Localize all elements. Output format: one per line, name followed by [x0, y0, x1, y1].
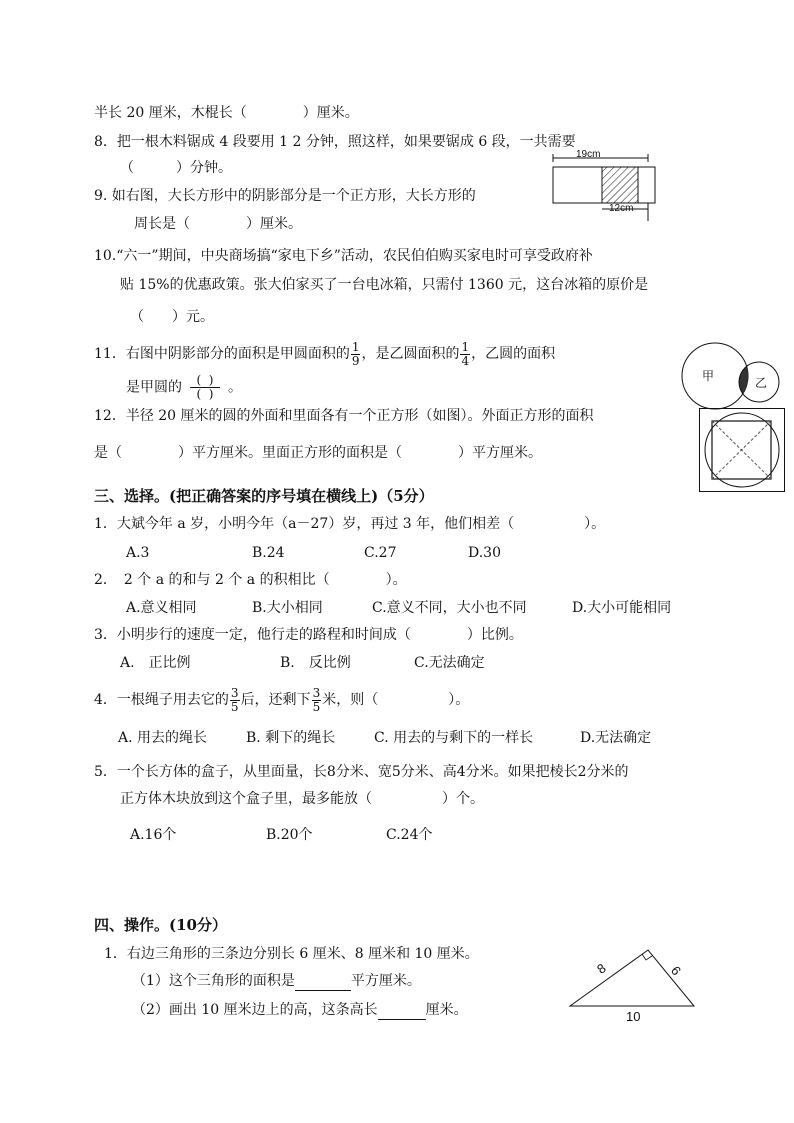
s3-q3-option-c: C.无法确定	[414, 655, 485, 671]
q11-fraction-1-9: $\frac{1}{9}$	[351, 339, 360, 368]
s3-q3-stem: 3．小明步行的速度一定，他行走的路程和时间成（ ）比例。	[94, 627, 523, 643]
s3-q4-option-d: D.无法确定	[580, 730, 652, 746]
q11-part2: ，是乙圆面积的	[361, 346, 460, 362]
s3-q4-option-a: A. 用去的绳长	[118, 730, 208, 746]
s4-triangle-label-6: 6	[667, 963, 685, 979]
q8-line2: （ ）分钟。	[120, 160, 232, 176]
s3-q3-option-b: B. 反比例	[280, 655, 351, 671]
q12-circle-squares-figure	[699, 408, 785, 494]
s3-q4-fraction-3-5-b: $\frac{3}{5}$	[312, 685, 321, 714]
s3-q5-option-a: A.16个	[130, 827, 177, 843]
section3-title: 三、选择。(把正确答案的序号填在横线上)（5分）	[94, 487, 434, 505]
q9-rectangle-figure	[548, 148, 668, 228]
s3-q2-option-d: D.大小可能相同	[572, 600, 672, 616]
q10-line2: 贴 15%的优惠政策。张大伯家买了一台电冰箱，只需付 1360 元，这台冰箱的原价是	[120, 277, 649, 293]
q11-part3: ，乙圆的面积	[471, 346, 556, 362]
q11-answer-fraction-blank: $\frac{( )}{( )}$	[190, 374, 220, 401]
s3-q1-option-d: D.30	[468, 545, 501, 561]
q10-line1: 10.“六一”期间，中央商场搞“家电下乡”活动，农民伯伯购买家电时可享受政府补	[94, 248, 593, 264]
s3-q1-option-b: B.24	[252, 545, 285, 561]
s3-q5-option-c: C.24个	[386, 827, 433, 843]
s4-q1-sub1: （1）这个三角形的面积是 平方厘米。	[132, 973, 421, 989]
s3-q3-option-a: A. 正比例	[120, 655, 191, 671]
q11-label-jia: 甲	[702, 369, 715, 383]
s3-q1-stem: 1．大斌今年 a 岁，小明今年（a－27）岁，再过 3 年，他们相差（ ）。	[94, 516, 606, 532]
q11-fraction-1-4: $\frac{1}{4}$	[461, 339, 470, 368]
q9-label-19cm: 19cm	[576, 149, 601, 160]
s3-q4-fraction-3-5-a: $\frac{3}{5}$	[230, 685, 239, 714]
s3-q4-option-c: C. 用去的与剩下的一样长	[374, 730, 534, 746]
s4-triangle-label-10: 10	[626, 1009, 641, 1024]
s3-q4-stem: 4．一根绳子用去它的 $\frac{3}{5}$ 后，还剩下 $\frac{3}{5}$ 米，则（ ）。	[94, 685, 470, 714]
s3-q5-option-b: B.20个	[266, 827, 313, 843]
s3-q2-stem: 2． 2 个 a 的和与 2 个 a 的积相比（ ）。	[94, 572, 407, 588]
s3-q5-line2: 正方体木块放到这个盒子里，最多能放（ ）个。	[120, 791, 484, 807]
s3-q4-option-b: B. 剩下的绳长	[246, 730, 336, 746]
s3-q2-option-b: B.大小相同	[252, 600, 323, 616]
q11-line2: 是甲圆的 $\frac{( )}{( )}$ 。	[126, 373, 242, 401]
s4-q1-sub2: （2）画出 10 厘米边上的高，这条高长 厘米。	[132, 1002, 468, 1018]
q11-line1	[94, 336, 555, 372]
q10-line3: （ ）元。	[130, 309, 214, 325]
q12-line1: 12．半径 20 厘米的圆的外面和里面各有一个正方形（如图）。外面正方形的面积	[94, 408, 594, 424]
s4-q1-stem: 1．右边三角形的三条边分别长 6 厘米、8 厘米和 10 厘米。	[104, 946, 479, 962]
q7-tail-text: 半长 20 厘米，木棍长（ ）厘米。	[94, 105, 359, 121]
s3-q5-line1: 5．一个长方体的盒子，从里面量，长8分米、宽5分米、高4分米。如果把棱长2分米的	[94, 764, 629, 780]
s3-q2-option-a: A.意义相同	[126, 600, 197, 616]
q12-line2: 是（ ）平方厘米。里面正方形的面积是（ ）平方厘米。	[94, 445, 542, 461]
s3-q1-option-c: C.27	[364, 545, 397, 561]
q9-line2: 周长是（ ）厘米。	[134, 216, 302, 232]
q11-label-yi: 乙	[755, 376, 768, 390]
s3-q1-option-a: A.3	[126, 545, 150, 561]
s4-triangle-label-8: 8	[594, 960, 609, 977]
q9-label-12cm: 12cm	[609, 203, 634, 214]
q9-line1: 9. 如右图，大长方形中的阴影部分是一个正方形，大长方形的	[94, 188, 476, 204]
section4-title: 四、操作。(10分）	[94, 916, 227, 934]
q8-line1: 8．把一根木料锯成 4 段要用 1 2 分钟，照这样，如果要锯成 6 段，一共需要	[94, 134, 576, 150]
s3-q2-option-c: C.意义不同，大小也不同	[372, 600, 527, 616]
q11-part1: 11．右图中阴影部分的面积是甲圆面积的	[94, 346, 350, 362]
